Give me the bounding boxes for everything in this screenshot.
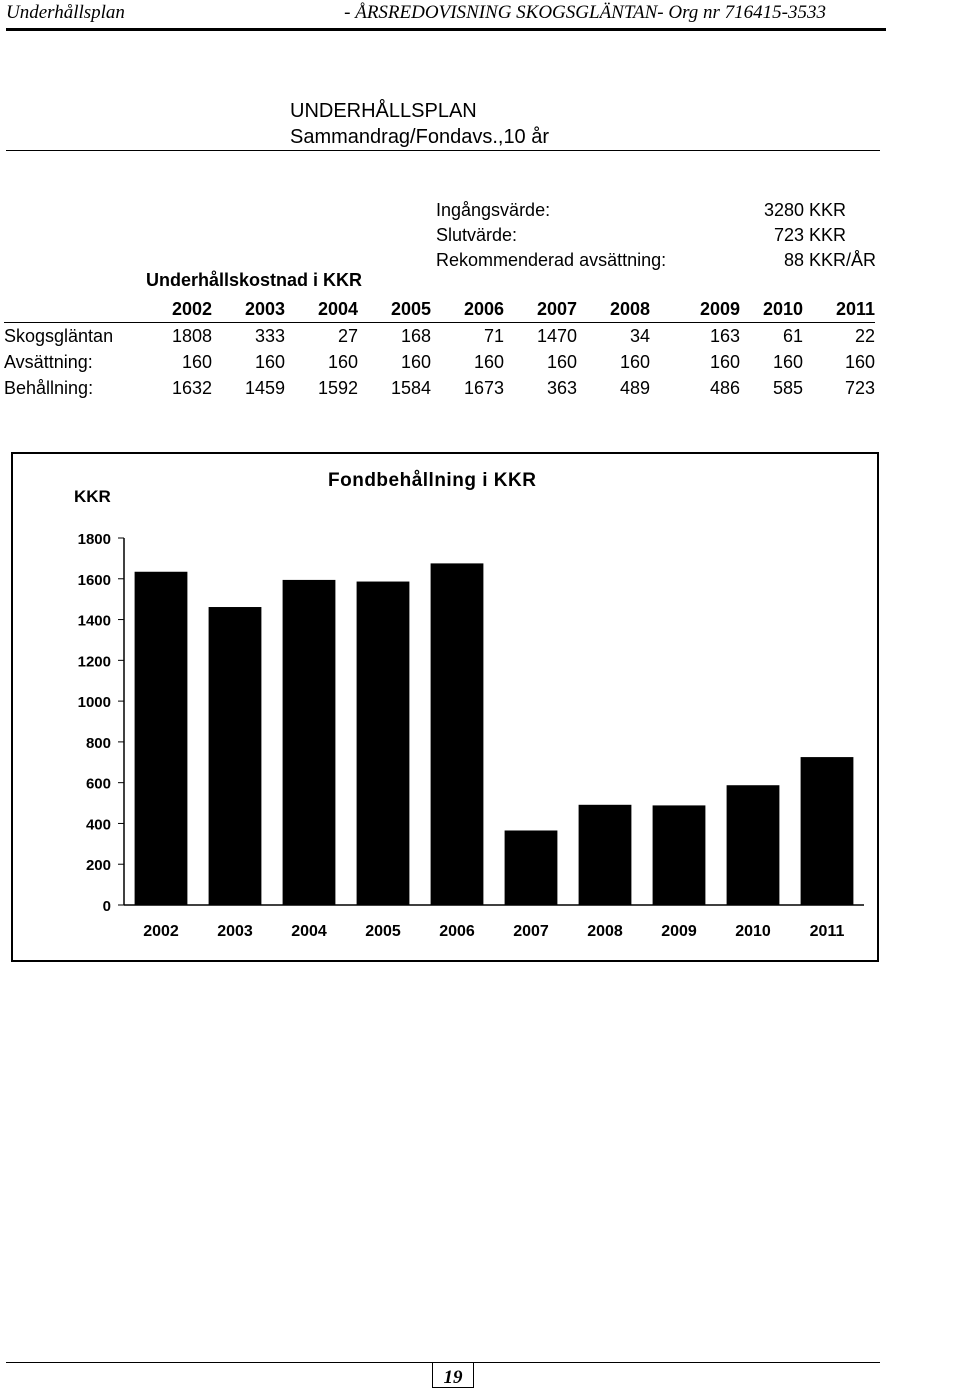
year-header: 2004 xyxy=(317,298,358,319)
year-header: 2002 xyxy=(171,298,212,319)
table-cell: 363 xyxy=(546,377,577,398)
y-tick-label: 1000 xyxy=(77,694,111,712)
table-cell: 723 xyxy=(844,377,875,398)
bar xyxy=(579,805,631,905)
y-tick-label: 200 xyxy=(85,857,111,875)
table-cell: 160 xyxy=(254,351,285,372)
table-cell: 1584 xyxy=(390,377,431,398)
y-tick-label: 1800 xyxy=(77,531,111,548)
y-tick-label: 600 xyxy=(85,775,111,793)
header-right-text: - ÅRSREDOVISNING SKOGSGLÄNTAN- Org nr 716415-3533 xyxy=(344,2,826,23)
table-cell: 1459 xyxy=(244,377,285,398)
title-line-2: Sammandrag/Fondavs.,10 år xyxy=(290,126,550,148)
rekommenderad-avsattning-value: 88 KKR/ÅR xyxy=(783,250,876,270)
year-header: 2011 xyxy=(835,298,875,319)
year-header: 2007 xyxy=(536,298,577,319)
table-title: Underhållskostnad i KKR xyxy=(146,270,363,290)
table-cell: 1470 xyxy=(536,325,577,346)
title-line-1: UNDERHÅLLSPLAN xyxy=(290,100,477,122)
table-cell: 160 xyxy=(619,351,650,372)
ingangsvarde-label: Ingångsvärde: xyxy=(436,200,551,220)
table-cell: 489 xyxy=(619,377,650,398)
table-cell: 1592 xyxy=(317,377,358,398)
table-cell: 160 xyxy=(844,351,875,372)
x-tick-label: 2005 xyxy=(365,923,401,940)
table-cell: 486 xyxy=(709,377,740,398)
table-cell: 22 xyxy=(854,325,875,346)
bar xyxy=(801,758,853,905)
table-cell: 160 xyxy=(473,351,504,372)
bar xyxy=(357,582,409,905)
y-axis-unit-label: KKR xyxy=(74,487,111,506)
x-tick-label: 2003 xyxy=(217,923,253,940)
table-cell: 61 xyxy=(782,325,803,346)
row-label: Behållning: xyxy=(4,377,94,398)
x-tick-label: 2007 xyxy=(513,923,549,940)
y-tick-label: 800 xyxy=(85,734,111,752)
table-cell: 34 xyxy=(629,325,650,346)
table-cell: 27 xyxy=(337,325,358,346)
table-cell: 71 xyxy=(483,325,504,346)
year-header: 2008 xyxy=(609,298,650,319)
slutvarde-value: 723 KKR xyxy=(773,225,846,245)
table-cell: 160 xyxy=(400,351,431,372)
table-cell: 1808 xyxy=(171,325,212,346)
bar xyxy=(135,572,187,905)
ingangsvarde-value: 3280 KKR xyxy=(763,200,846,220)
bar xyxy=(431,564,483,905)
table-cell: 160 xyxy=(181,351,212,372)
row-label: Avsättning: xyxy=(4,351,93,372)
x-tick-label: 2006 xyxy=(439,923,475,940)
x-tick-label: 2004 xyxy=(291,923,327,940)
bar xyxy=(283,580,335,905)
chart-title: Fondbehållning i KKR xyxy=(328,470,537,491)
row-label: Skogsgläntan xyxy=(4,325,114,346)
table-cell: 1632 xyxy=(171,377,212,398)
table-cell: 160 xyxy=(709,351,740,372)
header-left-text: Underhållsplan xyxy=(6,2,125,23)
table-cell: 160 xyxy=(546,351,577,372)
x-tick-label: 2002 xyxy=(143,923,179,940)
bar xyxy=(209,608,261,905)
y-tick-label: 0 xyxy=(102,898,111,915)
page-number: 19 xyxy=(443,1367,463,1388)
table-cell: 1673 xyxy=(463,377,504,398)
y-tick-label: 400 xyxy=(85,816,111,834)
table-cell: 163 xyxy=(709,325,740,346)
y-tick-label: 1400 xyxy=(77,612,111,630)
bar xyxy=(505,831,557,905)
year-header: 2009 xyxy=(699,298,740,319)
x-tick-label: 2011 xyxy=(809,923,845,940)
y-tick-label: 1600 xyxy=(77,571,111,589)
table-cell: 333 xyxy=(254,325,285,346)
table-cell: 168 xyxy=(400,325,431,346)
year-header: 2006 xyxy=(463,298,504,319)
rekommenderad-avsattning-label: Rekommenderad avsättning: xyxy=(436,250,667,270)
table-cell: 160 xyxy=(772,351,803,372)
year-header: 2005 xyxy=(390,298,431,319)
table-cell: 585 xyxy=(772,377,803,398)
x-tick-label: 2010 xyxy=(735,923,771,940)
x-tick-label: 2009 xyxy=(661,923,697,940)
table-cell: 160 xyxy=(327,351,358,372)
bar xyxy=(727,786,779,905)
y-tick-label: 1200 xyxy=(77,653,111,671)
x-tick-label: 2008 xyxy=(587,923,623,940)
year-header: 2003 xyxy=(244,298,285,319)
year-header: 2010 xyxy=(762,298,803,319)
bar xyxy=(653,806,705,905)
slutvarde-label: Slutvärde: xyxy=(436,225,518,245)
